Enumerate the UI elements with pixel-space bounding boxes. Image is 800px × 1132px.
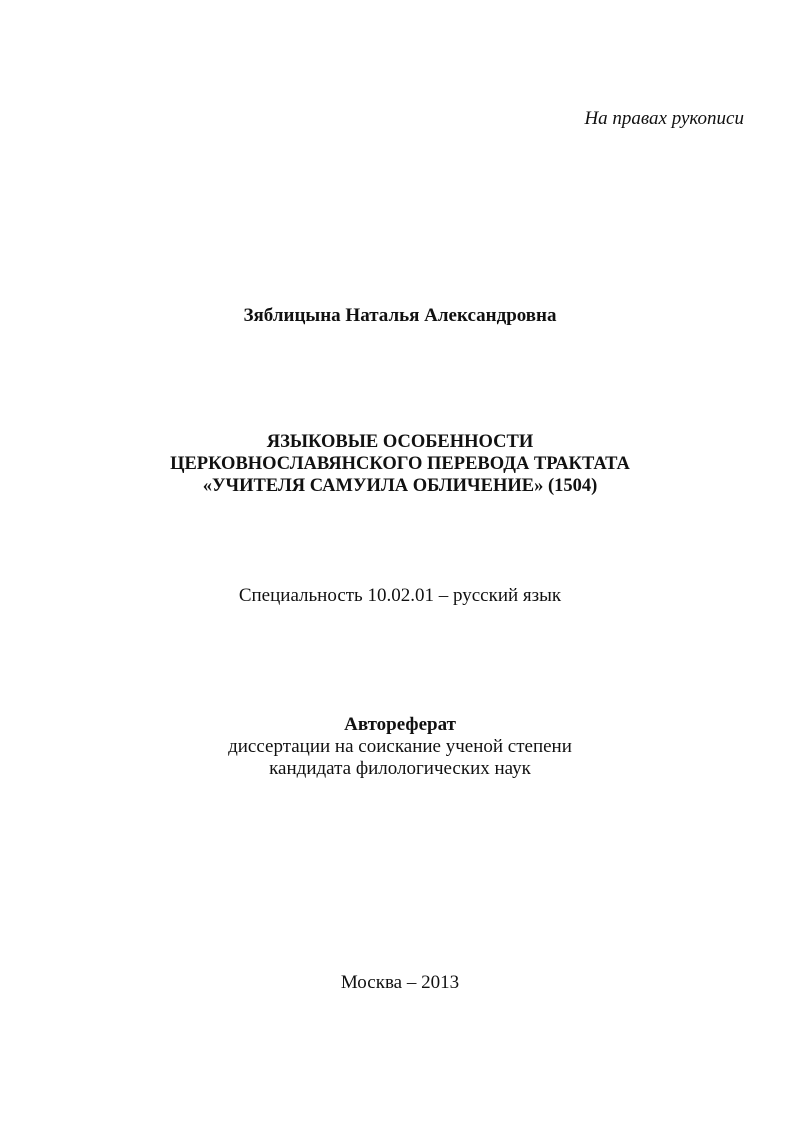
abstract-heading: Автореферат xyxy=(344,714,456,735)
abstract-block xyxy=(0,714,800,780)
author-name: Зяблицына Наталья Александровна xyxy=(243,305,557,326)
specialty-line: Специальность 10.02.01 – русский язык xyxy=(238,585,562,606)
dissertation-title xyxy=(0,431,800,497)
title-line: «УЧИТЕЛЯ САМУИЛА ОБЛИЧЕНИЕ» (1504) xyxy=(202,476,598,496)
title-line: ЦЕРКОВНОСЛАВЯНСКОГО ПЕРЕВОДА ТРАКТАТА xyxy=(170,454,630,474)
rights-note: На правах рукописи xyxy=(584,108,744,129)
abstract-line: кандидата филологических наук xyxy=(269,758,531,779)
city-year: Москва – 2013 xyxy=(340,972,460,993)
title-line: ЯЗЫКОВЫЕ ОСОБЕННОСТИ xyxy=(266,432,534,452)
abstract-line: диссертации на соискание ученой степени xyxy=(228,736,572,757)
